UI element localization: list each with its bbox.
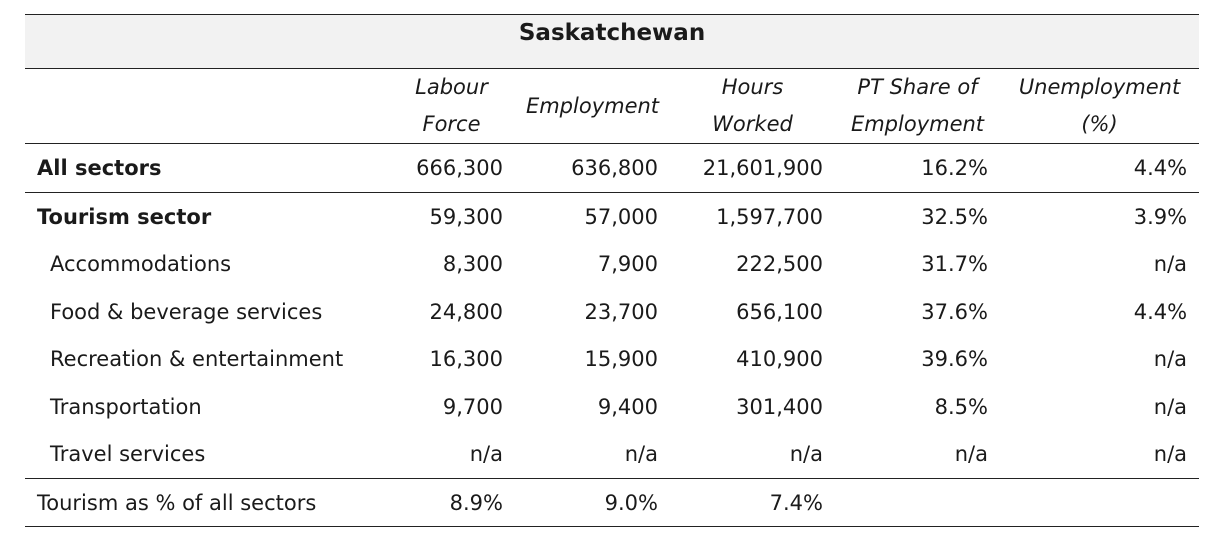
tourism-labour-table xyxy=(25,14,1199,527)
table-row-transportation xyxy=(25,383,1199,431)
cell-pt-share: 37.6% xyxy=(921,299,988,324)
table-row-food-beverage xyxy=(25,288,1199,336)
cell-pt-share xyxy=(835,479,1000,527)
header-pt-share-line2: Employment xyxy=(850,112,985,136)
cell-employment: 23,700 xyxy=(584,299,658,324)
header-labour-force xyxy=(388,69,515,144)
cell-employment: n/a xyxy=(624,442,658,467)
cell-hours-worked: 222,500 xyxy=(736,252,823,277)
table-title-row xyxy=(25,15,1199,69)
cell-employment: 7,900 xyxy=(597,252,658,277)
table-row-accommodations xyxy=(25,241,1199,289)
cell-employment: 9,400 xyxy=(597,394,658,419)
row-label: Recreation & entertainment xyxy=(50,347,344,372)
cell-pt-share: n/a xyxy=(954,442,988,467)
row-label: Tourism sector xyxy=(37,204,212,229)
cell-pt-share: 8.5% xyxy=(934,394,988,419)
cell-employment: 57,000 xyxy=(584,204,658,229)
cell-employment: 15,900 xyxy=(584,347,658,372)
header-unemployment-line2: (%) xyxy=(1081,112,1118,136)
header-hours-worked-line1: Hours xyxy=(721,75,784,99)
cell-unemployment: 4.4% xyxy=(1000,144,1199,193)
cell-hours-worked: 656,100 xyxy=(736,299,823,324)
header-empty xyxy=(25,69,388,144)
header-labour-force-line2: Force xyxy=(422,112,481,136)
table-row-travel-services xyxy=(25,431,1199,479)
table-row-recreation-entertainment xyxy=(25,336,1199,384)
cell-unemployment: 3.9% xyxy=(1133,204,1188,229)
cell-labour-force: 24,800 xyxy=(429,299,503,324)
row-label: Tourism as % of all sectors xyxy=(25,479,388,527)
cell-unemployment: n/a xyxy=(1153,347,1188,372)
cell-hours-worked: 7.4% xyxy=(670,479,835,527)
header-pt-share-line1: PT Share of xyxy=(857,75,978,99)
header-pt-share xyxy=(835,69,1000,144)
table-row-tourism-percent xyxy=(25,479,1199,527)
cell-unemployment: 4.4% xyxy=(1133,299,1188,324)
header-labour-force-line1: Labour xyxy=(415,75,488,99)
cell-unemployment: n/a xyxy=(1153,252,1188,277)
header-unemployment xyxy=(1000,69,1199,144)
cell-hours-worked: 410,900 xyxy=(736,347,823,372)
cell-pt-share: 16.2% xyxy=(835,144,1000,193)
cell-hours-worked: n/a xyxy=(789,442,823,467)
row-label: Food & beverage services xyxy=(50,299,323,324)
header-employment: Employment xyxy=(515,69,670,144)
row-label: Transportation xyxy=(50,394,202,419)
header-hours-worked xyxy=(670,69,835,144)
table-row-all-sectors xyxy=(25,144,1199,193)
row-label: Travel services xyxy=(50,442,206,467)
cell-hours-worked: 301,400 xyxy=(736,394,823,419)
cell-unemployment: n/a xyxy=(1153,442,1188,467)
cell-unemployment xyxy=(1000,479,1199,527)
cell-labour-force: 16,300 xyxy=(429,347,503,372)
cell-unemployment: n/a xyxy=(1153,394,1188,419)
cell-hours-worked: 21,601,900 xyxy=(670,144,835,193)
header-unemployment-line1: Unemployment xyxy=(1018,75,1181,99)
cell-hours-worked: 1,597,700 xyxy=(716,204,823,229)
cell-employment: 9.0% xyxy=(515,479,670,527)
row-label: Accommodations xyxy=(50,252,232,277)
cell-pt-share: 32.5% xyxy=(921,204,988,229)
header-hours-worked-line2: Worked xyxy=(712,112,793,136)
row-label: All sectors xyxy=(25,144,388,193)
cell-labour-force: 8.9% xyxy=(388,479,515,527)
cell-labour-force: 666,300 xyxy=(388,144,515,193)
saskatchewan-table-container xyxy=(25,14,1199,527)
cell-labour-force: 9,700 xyxy=(442,394,503,419)
table-row-tourism-sector xyxy=(25,193,1199,241)
cell-pt-share: 31.7% xyxy=(921,252,988,277)
cell-employment: 636,800 xyxy=(515,144,670,193)
cell-labour-force: 59,300 xyxy=(429,204,503,229)
cell-labour-force: 8,300 xyxy=(442,252,503,277)
cell-pt-share: 39.6% xyxy=(921,347,988,372)
column-header-row xyxy=(25,69,1199,144)
cell-labour-force: n/a xyxy=(469,442,503,467)
table-title: Saskatchewan xyxy=(25,15,1199,69)
